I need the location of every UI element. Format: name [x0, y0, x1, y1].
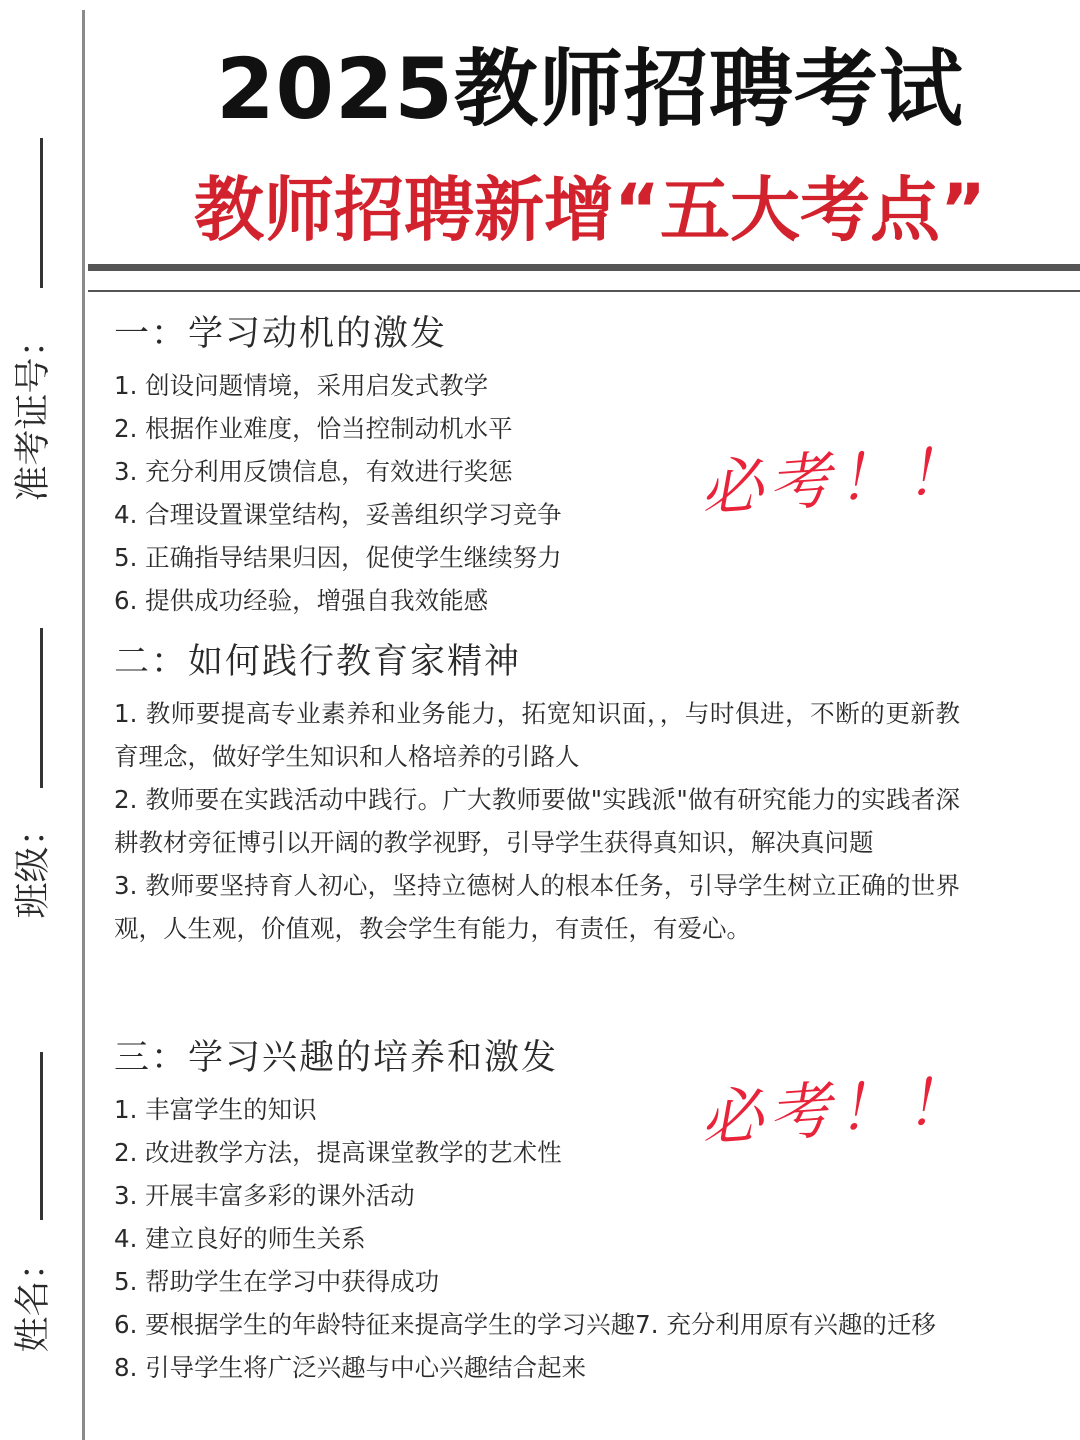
- name-underline: [40, 1052, 43, 1220]
- list-item: 1. 创设问题情境，采用启发式教学: [114, 371, 489, 400]
- exam-id-underline: [40, 138, 43, 288]
- list-item: 3. 开展丰富多彩的课外活动: [114, 1181, 415, 1210]
- list-item: 6. 要根据学生的年龄特征来提高学生的学习兴趣7. 充分利用原有兴趣的迁移: [114, 1310, 936, 1339]
- list-item: 3. 充分利用反馈信息，有效进行奖惩: [114, 457, 513, 486]
- section-2-paragraphs: [114, 692, 960, 950]
- list-item: 2. 根据作业难度，恰当控制动机水平: [114, 414, 513, 443]
- list-item: 2. 改进教学方法，提高课堂教学的艺术性: [114, 1138, 562, 1167]
- header-rule-thick: [88, 264, 1080, 271]
- list-item: 1. 丰富学生的知识: [114, 1095, 317, 1124]
- list-item: 4. 合理设置课堂结构，妥善组织学习竞争: [114, 500, 562, 529]
- page-subtitle: 教师招聘新增“五大考点”: [193, 169, 986, 251]
- header-rule-thin: [88, 290, 1080, 292]
- page-title: 2025教师招聘考试: [216, 40, 964, 138]
- list-item: 5. 帮助学生在学习中获得成功: [114, 1267, 440, 1296]
- paragraph: 2. 教师要在实践活动中践行。广大教师要做"实践派"做有研究能力的实践者深耕教材旁征博引以开阔的教学视野，引导学生获得真知识，解决真问题: [114, 785, 960, 857]
- binding-divider: [82, 10, 85, 1440]
- list-item: 8. 引导学生将广泛兴趣与中心兴趣结合起来: [114, 1353, 587, 1382]
- paragraph: 1. 教师要提高专业素养和业务能力，拓宽知识面，，与时俱进，不断的更新教育理念，做好学生知识和人格培养的引路人: [114, 699, 960, 771]
- list-item: 6. 提供成功经验，增强自我效能感: [114, 586, 489, 615]
- list-item: 5. 正确指导结果归因，促使学生继续努力: [114, 543, 562, 572]
- section-3-heading: 三：学习兴趣的培养和激发: [114, 1038, 559, 1078]
- paragraph: 3. 教师要坚持育人初心，坚持立德树人的根本任务，引导学生树立正确的世界观，人生观，价值观，教会学生有能力，有责任，有爱心。: [114, 871, 960, 943]
- name-label: 姓名：: [12, 1243, 54, 1353]
- must-test-stamp-1: 必考！！: [698, 433, 975, 526]
- class-underline: [40, 628, 43, 788]
- section-1-heading: 一：学习动机的激发: [114, 314, 448, 354]
- section-2-heading: 二：如何践行教育家精神: [114, 642, 522, 682]
- class-label: 班级：: [12, 809, 54, 919]
- list-item: 4. 建立良好的师生关系: [114, 1224, 366, 1253]
- exam-id-label: 准考证号：: [12, 320, 54, 502]
- must-test-stamp-2: 必考！！: [698, 1063, 975, 1156]
- binding-strip: [0, 0, 86, 1440]
